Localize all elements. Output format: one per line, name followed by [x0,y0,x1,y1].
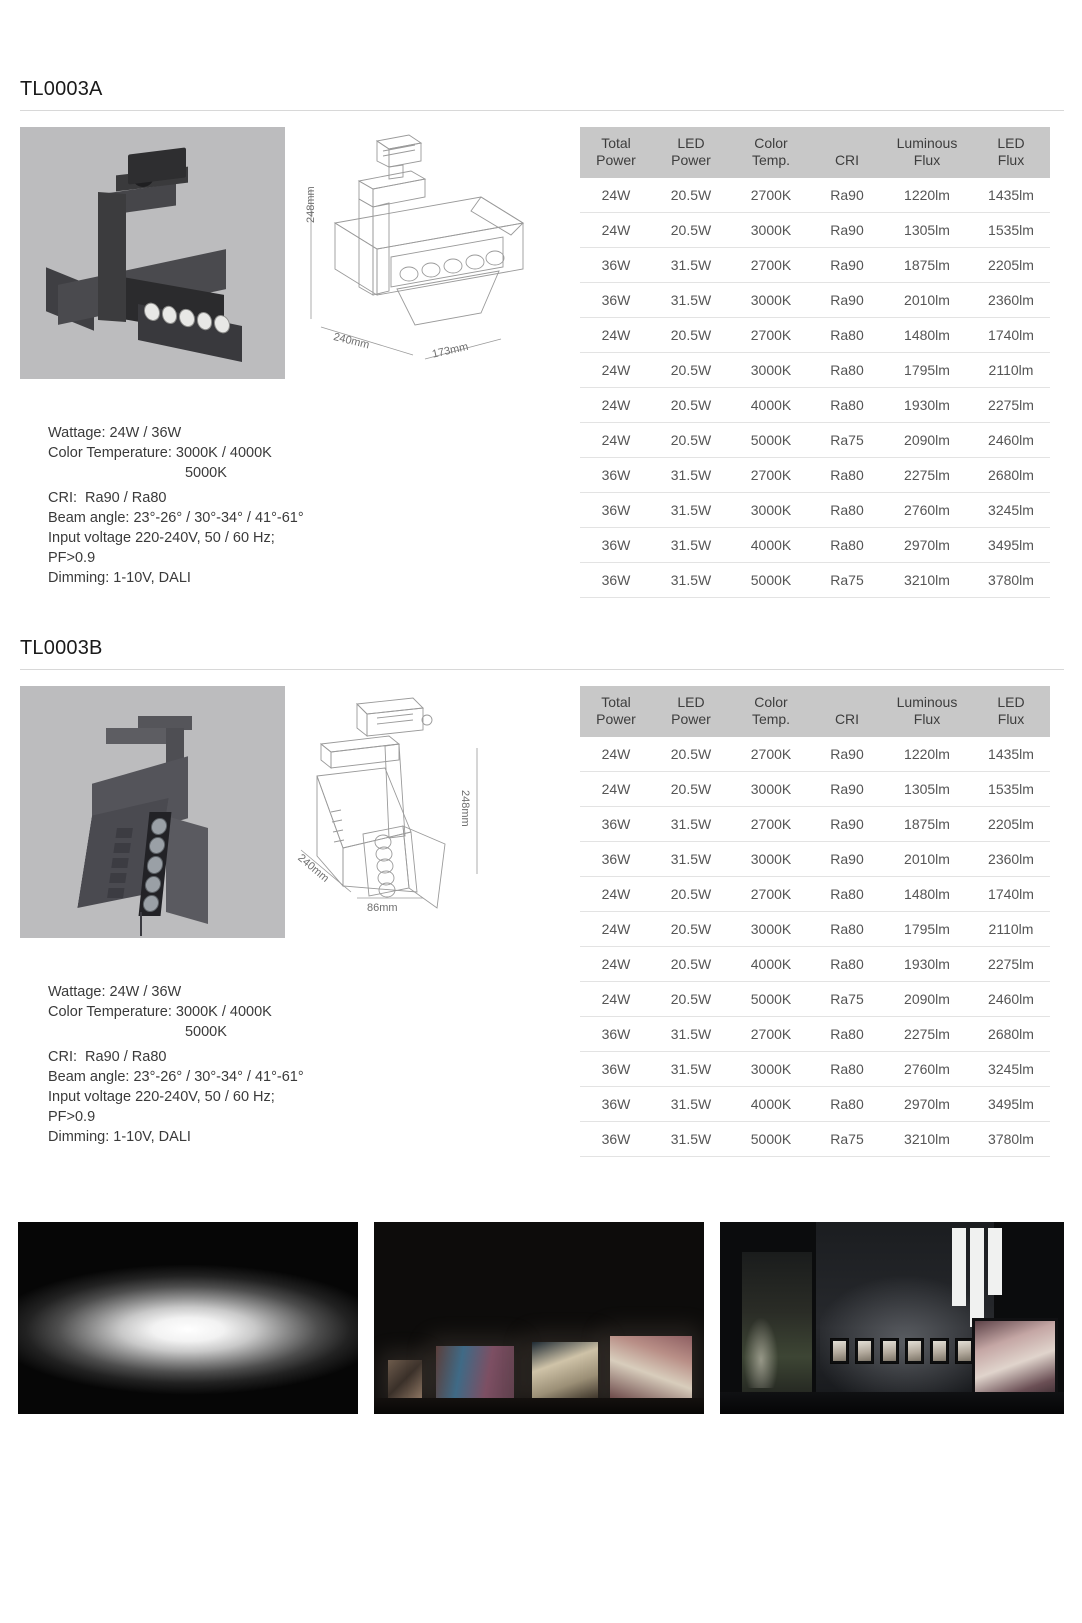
cell-cri: Ra80 [812,493,882,528]
table-row [580,842,1050,877]
cell-total-power: 24W [580,737,652,772]
fixture-illustration-b [20,686,285,938]
framed-print [830,1338,849,1364]
cell-led-flux: 2205lm [972,807,1050,842]
doorway-light [744,1318,778,1388]
column-header-luminous-flux: Luminous Flux [882,127,972,178]
cell-led-flux: 1435lm [972,178,1050,213]
cell-luminous-flux: 1875lm [882,248,972,283]
specification-list-tl0003a [20,423,580,588]
cell-total-power: 24W [580,353,652,388]
cell-cri: Ra80 [812,1052,882,1087]
cell-cri: Ra80 [812,353,882,388]
cell-led-power: 20.5W [652,912,730,947]
table-row [580,912,1050,947]
product-photo-tl0003b [20,686,285,938]
table-row [580,947,1050,982]
cell-total-power: 36W [580,1122,652,1157]
cell-luminous-flux: 2090lm [882,982,972,1017]
table-row [580,318,1050,353]
column-header-color-temp: Color Temp. [730,127,812,178]
cell-color-temp: 2700K [730,178,812,213]
gallery-floor [374,1398,704,1414]
column-header-cri: CRI [812,127,882,178]
cell-color-temp: 2700K [730,318,812,353]
spec-dimming: Dimming: 1-10V, DALI [48,1129,191,1145]
table-row [580,248,1050,283]
table-row [580,423,1050,458]
artwork-frame [436,1346,514,1398]
cell-led-power: 20.5W [652,388,730,423]
product-section-tl0003a [20,78,1064,598]
cell-total-power: 24W [580,877,652,912]
spec-input-voltage: Input voltage 220-240V, 50 / 60 Hz; [48,530,275,546]
table-row [580,772,1050,807]
cell-luminous-flux: 1220lm [882,737,972,772]
cell-led-flux: 2680lm [972,458,1050,493]
dimension-width-label-b: 86mm [367,902,398,914]
cell-luminous-flux: 2010lm [882,283,972,318]
title-divider [20,110,1064,111]
cell-cri: Ra80 [812,1087,882,1122]
cell-led-flux: 2360lm [972,283,1050,318]
table-row [580,213,1050,248]
table-row [580,982,1050,1017]
cell-cri: Ra80 [812,528,882,563]
cell-luminous-flux: 2275lm [882,1017,972,1052]
cell-color-temp: 3000K [730,213,812,248]
cell-total-power: 24W [580,388,652,423]
table-row [580,283,1050,318]
spec-beam-angle: Beam angle: 23°-26° / 30°-34° / 41°-61° [48,1069,304,1085]
cell-total-power: 24W [580,947,652,982]
cell-led-flux: 2110lm [972,353,1050,388]
cell-led-flux: 2460lm [972,423,1050,458]
cell-led-power: 31.5W [652,807,730,842]
table-row [580,458,1050,493]
cell-color-temp: 5000K [730,1122,812,1157]
table-row [580,493,1050,528]
cell-led-flux: 2460lm [972,982,1050,1017]
cell-led-flux: 3245lm [972,1052,1050,1087]
cell-cri: Ra80 [812,1017,882,1052]
dimension-drawing-svg-b [285,686,575,938]
cell-led-power: 31.5W [652,1052,730,1087]
cell-color-temp: 4000K [730,388,812,423]
application-photo-strip [18,1222,1064,1414]
framed-print [930,1338,949,1364]
cell-cri: Ra90 [812,248,882,283]
spec-wattage: Wattage: 24W / 36W [48,984,182,1000]
cell-cri: Ra90 [812,283,882,318]
cell-cri: Ra80 [812,947,882,982]
cell-total-power: 36W [580,248,652,283]
spec-table-tl0003b [580,686,1050,1157]
table-row [580,178,1050,213]
cell-led-power: 20.5W [652,423,730,458]
cell-total-power: 24W [580,423,652,458]
cell-luminous-flux: 1305lm [882,213,972,248]
cell-color-temp: 3000K [730,842,812,877]
spec-power-factor: PF>0.9 [48,1109,96,1125]
cell-led-flux: 2360lm [972,842,1050,877]
cell-luminous-flux: 2090lm [882,423,972,458]
spec-cri: CRI: Ra90 / Ra80 [48,1049,167,1065]
cell-luminous-flux: 1220lm [882,178,972,213]
cell-luminous-flux: 1305lm [882,772,972,807]
cell-total-power: 36W [580,493,652,528]
cell-led-flux: 1535lm [972,772,1050,807]
dimension-drawing-tl0003b [285,686,580,938]
spec-beam-angle: Beam angle: 23°-26° / 30°-34° / 41°-61° [48,510,304,526]
cell-total-power: 36W [580,1087,652,1122]
cell-led-power: 31.5W [652,1017,730,1052]
cell-led-power: 31.5W [652,563,730,598]
dimension-width-label-a: 173mm [431,340,470,361]
cell-cri: Ra80 [812,388,882,423]
cell-cri: Ra80 [812,318,882,353]
table-row [580,1052,1050,1087]
cell-color-temp: 2700K [730,807,812,842]
table-row [580,563,1050,598]
cell-color-temp: 2700K [730,737,812,772]
cell-color-temp: 4000K [730,1087,812,1122]
spec-color-temperature-2: 5000K [48,1024,227,1040]
artwork-frame [610,1336,692,1398]
cell-cri: Ra75 [812,1122,882,1157]
dimension-depth-label-b: 240mm [295,852,332,885]
cell-led-power: 31.5W [652,528,730,563]
cell-cri: Ra90 [812,737,882,772]
table-row [580,1122,1050,1157]
cell-led-power: 20.5W [652,982,730,1017]
cell-led-flux: 3780lm [972,1122,1050,1157]
cell-total-power: 24W [580,772,652,807]
dimension-height-label-a: 248mm [305,186,317,223]
cell-led-flux: 3245lm [972,493,1050,528]
cell-led-power: 20.5W [652,947,730,982]
spec-power-factor: PF>0.9 [48,550,96,566]
cell-led-flux: 2205lm [972,248,1050,283]
column-header-led-flux: LED Flux [972,127,1050,178]
cell-led-power: 31.5W [652,1087,730,1122]
table-row [580,353,1050,388]
cell-luminous-flux: 3210lm [882,1122,972,1157]
cell-cri: Ra75 [812,563,882,598]
table-row [580,1017,1050,1052]
framed-print-row [830,1338,974,1364]
cell-cri: Ra90 [812,842,882,877]
cell-color-temp: 5000K [730,563,812,598]
cell-luminous-flux: 2010lm [882,842,972,877]
table-row [580,528,1050,563]
dimension-drawing-svg-a [285,127,575,379]
cell-led-power: 20.5W [652,213,730,248]
cell-cri: Ra90 [812,178,882,213]
table-row [580,877,1050,912]
spec-table-body [580,737,1050,1157]
cell-color-temp: 3000K [730,1052,812,1087]
cell-cri: Ra90 [812,213,882,248]
specification-list-tl0003b [20,982,580,1147]
cell-color-temp: 4000K [730,947,812,982]
cell-total-power: 36W [580,842,652,877]
cell-total-power: 24W [580,912,652,947]
framed-print [855,1338,874,1364]
spec-color-temperature-2: 5000K [48,465,227,481]
spec-table-head [580,127,1050,178]
cell-cri: Ra90 [812,807,882,842]
cell-led-flux: 2275lm [972,947,1050,982]
cell-luminous-flux: 2760lm [882,1052,972,1087]
cell-color-temp: 3000K [730,912,812,947]
cell-cri: Ra80 [812,458,882,493]
cell-color-temp: 3000K [730,772,812,807]
spec-color-temperature: Color Temperature: 3000K / 4000K [48,1004,272,1020]
cell-total-power: 36W [580,458,652,493]
beam-gradient [18,1222,358,1414]
column-header-led-power: LED Power [652,127,730,178]
cell-total-power: 36W [580,563,652,598]
cell-total-power: 36W [580,1052,652,1087]
cell-luminous-flux: 2970lm [882,528,972,563]
cell-led-flux: 1740lm [972,877,1050,912]
cell-cri: Ra80 [812,912,882,947]
cell-led-power: 31.5W [652,458,730,493]
beam-pattern-photo [18,1222,358,1414]
spec-cri: CRI: Ra90 / Ra80 [48,490,167,506]
cell-cri: Ra80 [812,877,882,912]
product-photo-tl0003a [20,127,285,379]
cell-total-power: 36W [580,807,652,842]
cell-luminous-flux: 2760lm [882,493,972,528]
cell-led-power: 31.5W [652,1122,730,1157]
title-divider [20,669,1064,670]
column-header-total-power: Total Power [580,686,652,737]
dimension-drawing-tl0003a [285,127,580,379]
cell-total-power: 36W [580,283,652,318]
product-b-left-column [20,686,580,1147]
column-header-led-power: LED Power [652,686,730,737]
column-header-cri: CRI [812,686,882,737]
spec-table-tl0003a [580,127,1050,598]
artwork-frame [388,1360,422,1398]
cell-led-power: 20.5W [652,318,730,353]
cell-led-power: 20.5W [652,353,730,388]
table-row [580,388,1050,423]
table-row [580,807,1050,842]
spec-table-wrapper-tl0003a [580,127,1064,598]
cell-led-power: 20.5W [652,737,730,772]
table-row [580,1087,1050,1122]
spec-table-body [580,178,1050,598]
page-title-tl0003b: TL0003B [20,637,103,659]
dimension-depth-label-a: 240mm [332,331,371,352]
cell-color-temp: 3000K [730,353,812,388]
cell-color-temp: 2700K [730,458,812,493]
column-header-led-flux: LED Flux [972,686,1050,737]
cell-led-flux: 1740lm [972,318,1050,353]
cell-color-temp: 4000K [730,528,812,563]
dimension-height-label-b: 248mm [459,790,471,827]
cell-total-power: 24W [580,982,652,1017]
cell-luminous-flux: 1930lm [882,947,972,982]
cell-color-temp: 2700K [730,877,812,912]
cell-color-temp: 5000K [730,982,812,1017]
artwork-frame [532,1342,598,1398]
cell-luminous-flux: 1875lm [882,807,972,842]
product-section-tl0003b [20,637,1064,1157]
cell-color-temp: 3000K [730,283,812,318]
framed-print [905,1338,924,1364]
cell-luminous-flux: 1480lm [882,318,972,353]
cell-led-power: 31.5W [652,283,730,318]
spec-wattage: Wattage: 24W / 36W [48,425,182,441]
product-a-left-column [20,127,580,588]
cell-total-power: 24W [580,318,652,353]
cell-luminous-flux: 3210lm [882,563,972,598]
cell-led-power: 31.5W [652,842,730,877]
cell-led-power: 31.5W [652,493,730,528]
table-row [580,737,1050,772]
cell-color-temp: 2700K [730,1017,812,1052]
cell-luminous-flux: 2970lm [882,1087,972,1122]
cell-cri: Ra75 [812,423,882,458]
cell-led-power: 20.5W [652,178,730,213]
table-header-row [580,686,1050,737]
cell-led-flux: 2680lm [972,1017,1050,1052]
spec-color-temperature: Color Temperature: 3000K / 4000K [48,445,272,461]
cell-led-power: 20.5W [652,772,730,807]
cell-led-flux: 2110lm [972,912,1050,947]
cell-led-flux: 3495lm [972,528,1050,563]
page-title-tl0003a: TL0003A [20,78,103,100]
cell-led-power: 20.5W [652,877,730,912]
cell-led-flux: 1435lm [972,737,1050,772]
cell-total-power: 24W [580,213,652,248]
cell-total-power: 36W [580,1017,652,1052]
cell-luminous-flux: 1930lm [882,388,972,423]
cell-led-power: 31.5W [652,248,730,283]
framed-print [880,1338,899,1364]
museum-wall-photo [720,1222,1064,1414]
spec-table-wrapper-tl0003b [580,686,1064,1157]
column-header-color-temp: Color Temp. [730,686,812,737]
cell-color-temp: 2700K [730,248,812,283]
cell-led-flux: 3495lm [972,1087,1050,1122]
table-header-row [580,127,1050,178]
cell-total-power: 36W [580,528,652,563]
spec-table-head [580,686,1050,737]
cell-cri: Ra90 [812,772,882,807]
cell-led-flux: 3780lm [972,563,1050,598]
cell-luminous-flux: 1480lm [882,877,972,912]
cell-color-temp: 3000K [730,493,812,528]
cell-total-power: 24W [580,178,652,213]
spec-input-voltage: Input voltage 220-240V, 50 / 60 Hz; [48,1089,275,1105]
cell-luminous-flux: 1795lm [882,353,972,388]
column-header-total-power: Total Power [580,127,652,178]
cell-cri: Ra75 [812,982,882,1017]
cell-luminous-flux: 1795lm [882,912,972,947]
fixture-illustration-a [20,127,285,379]
column-header-luminous-flux: Luminous Flux [882,686,972,737]
cell-led-flux: 2275lm [972,388,1050,423]
spec-dimming: Dimming: 1-10V, DALI [48,570,191,586]
cell-color-temp: 5000K [730,423,812,458]
cell-led-flux: 1535lm [972,213,1050,248]
museum-floor [720,1392,1064,1414]
cell-luminous-flux: 2275lm [882,458,972,493]
gallery-artwork-photo [374,1222,704,1414]
